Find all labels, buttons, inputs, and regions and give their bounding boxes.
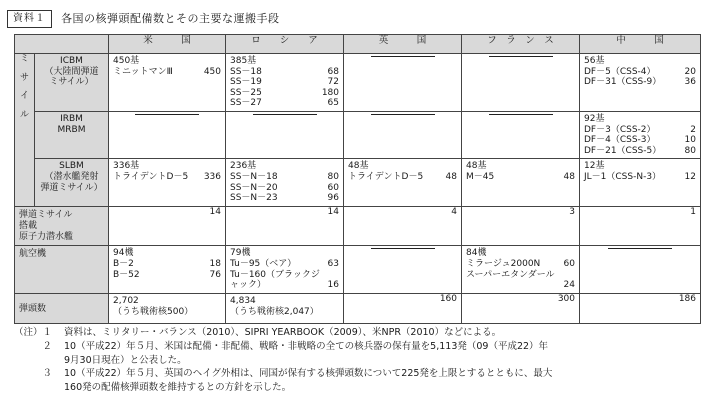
icbm-uk: [344, 54, 462, 112]
submarine-france: 3: [462, 207, 580, 246]
empty-dash: [348, 248, 457, 249]
note-3: ３ 10（平成22）年５月、英国のヘイグ外相は、同国が保有する核弾頭数について225発を上限とするとともに、最大: [14, 368, 553, 380]
aircraft-uk: [344, 246, 462, 294]
warheads-uk: 160: [344, 294, 462, 324]
note-2-continued: 9月30日現在）と公表した。: [64, 354, 187, 366]
country-uk: 英 国: [344, 35, 462, 54]
country-russia: ロ シ ア: [226, 35, 344, 54]
warheads-china: 186: [580, 294, 701, 324]
country-france: フ ラ ン ス: [462, 35, 580, 54]
empty-dash: [113, 114, 221, 115]
empty-dash: [230, 114, 339, 115]
warheads-label: 弾頭数: [15, 294, 109, 324]
note-2: ２ 10（平成22）年５月、米国は配備・非配備、戦略・非戦略の全ての核兵器の保有量を5,113発（09（平成22）年: [14, 340, 549, 352]
aircraft-china: [580, 246, 701, 294]
slbm-label: SLBM （潜水艦発射 弾道ミサイル）: [35, 159, 109, 207]
submarine-label: 弾道ミサイル 搭載 原子力潜水艦: [15, 207, 109, 246]
icbm-france: [462, 54, 580, 112]
slbm-row: [15, 159, 701, 207]
irbm-row: [15, 112, 701, 159]
irbm-russia: [226, 112, 344, 159]
aircraft-russia: 79機 Tu－95（ベア） 63 Tu－160（ブラックジ ャック） 16: [226, 246, 344, 294]
irbm-uk: [344, 112, 462, 159]
warhead-table: [14, 34, 701, 324]
notes: [14, 326, 704, 395]
icbm-label: ICBM （大陸間弾道 ミサイル）: [35, 54, 109, 112]
missile-group-label: ミ サ イ ル: [15, 54, 35, 207]
warheads-row: [15, 294, 701, 324]
slbm-russia: 236基 SS－N－18 80 SS－N－20 60 SS－N－23 96: [226, 159, 344, 207]
submarine-uk: 4: [344, 207, 462, 246]
submarine-us: 14: [109, 207, 226, 246]
empty-dash: [348, 56, 457, 57]
slbm-uk: 48基 トライデントD－5 48: [344, 159, 462, 207]
icbm-row: [15, 54, 701, 112]
warheads-us: 2,702 （うち戦術核500）: [109, 294, 226, 324]
aircraft-us: 94機 B－2 18 B－52 76: [109, 246, 226, 294]
title-row: [7, 9, 280, 29]
note-1: （注）１ 資料は、ミリタリー・バランス（2010）、SIPRI YEARBOOK（2009）、米NPR（2010）などによる。: [14, 327, 502, 338]
document-title: 各国の核弾頭配備数とその主要な運搬手段: [61, 11, 280, 25]
irbm-us: [109, 112, 226, 159]
aircraft-france: 84機 ミラージュ2000N 60 スーパーエタンダール 24: [462, 246, 580, 294]
aircraft-label: 航空機: [15, 246, 109, 294]
document-tag: 資料１: [7, 10, 52, 28]
empty-dash: [584, 248, 696, 249]
icbm-china: 56基 DF－5（CSS-4） 20 DF－31（CSS-9） 36: [580, 54, 701, 112]
submarine-china: 1: [580, 207, 701, 246]
irbm-france: [462, 112, 580, 159]
icbm-russia: 385基 SS－18 68 SS－19 72 SS－25 180 SS－27 65: [226, 54, 344, 112]
empty-dash: [466, 56, 575, 57]
country-us: 米 国: [109, 35, 226, 54]
icbm-us: 450基 ミニットマンⅢ 450: [109, 54, 226, 112]
corner-cell: [15, 35, 109, 54]
submarine-russia: 14: [226, 207, 344, 246]
aircraft-row: [15, 246, 701, 294]
submarine-row: [15, 207, 701, 246]
empty-dash: [348, 114, 457, 115]
irbm-label: IRBM MRBM: [35, 112, 109, 159]
slbm-france: 48基 M－45 48: [462, 159, 580, 207]
country-china: 中 国: [580, 35, 701, 54]
country-header-row: [15, 35, 701, 54]
slbm-china: 12基 JL－1（CSS-N-3） 12: [580, 159, 701, 207]
warheads-france: 300: [462, 294, 580, 324]
warheads-russia: 4,834 （うち戦術核2,047）: [226, 294, 344, 324]
note-3-continued: 160発の配備核弾頭数を維持するとの方針を示した。: [64, 382, 292, 394]
slbm-us: 336基 トライデントD－5 336: [109, 159, 226, 207]
irbm-china: 92基 DF－3（CSS-2） 2 DF－4（CSS-3） 10 DF－21（CSS-5） 80: [580, 112, 701, 159]
empty-dash: [466, 114, 575, 115]
